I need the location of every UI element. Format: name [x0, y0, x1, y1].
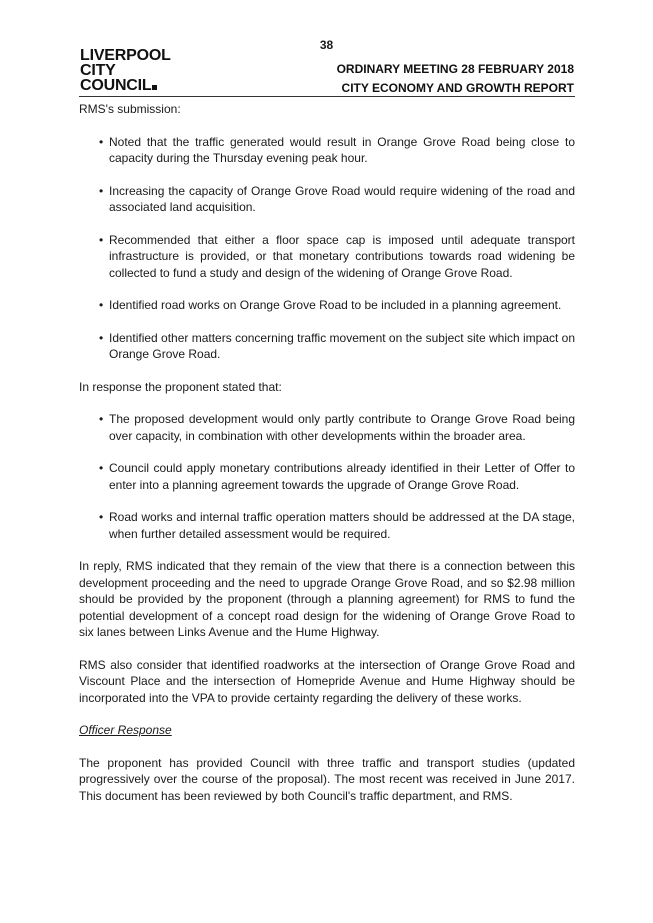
report-title: CITY ECONOMY AND GROWTH REPORT — [341, 81, 574, 95]
document-body — [79, 101, 575, 820]
list-item-text: Identified road works on Orange Grove Road to be included in a planning agreement. — [109, 298, 562, 312]
list-item — [79, 460, 575, 493]
rms-also-paragraph: RMS also consider that identified roadworks at the intersection of Orange Grove Road and Viscount Place and the intersection of Homepride Avenue and Hume Highway should be incorporated into the VPA to provide certainty regarding the delivery of these works. — [79, 657, 575, 705]
bullet-icon: • — [99, 232, 104, 247]
list-item — [79, 411, 575, 444]
list-item-text: Council could apply monetary contributions already identified in their Letter of Offer to enter into a planning agreement towards the upgrade of Orange Grove Road. — [109, 461, 575, 492]
page-number: 38 — [319, 38, 334, 52]
list-item — [79, 297, 575, 314]
list-item — [79, 134, 575, 167]
logo-line-3: COUNCIL — [80, 77, 152, 94]
bullet-icon: • — [99, 330, 104, 345]
list-item-text: Identified other matters concerning traffic movement on the subject site which impact on Orange Grove Road. — [109, 330, 576, 361]
bullet-icon: • — [99, 461, 104, 475]
logo-line-1: LIVERPOOL — [80, 47, 171, 64]
list-item-text: Road works and internal traffic operation matters should be addressed at the DA stage, when further detailed assessment would be required. — [109, 510, 575, 541]
list-item-text: Recommended that either a floor space cap is imposed until adequate transport infrastructure is provided, or that monetary contributions towards road widening be collected to fund a study and design of the widening of Orange Grove Road. — [109, 232, 575, 280]
logo-line-3-wrap — [80, 78, 190, 93]
proponent-response-intro: In response the proponent stated that: — [79, 379, 282, 394]
rms-points-list — [79, 134, 575, 363]
list-item — [79, 232, 575, 282]
officer-response-paragraph: The proponent has provided Council with three traffic and transport studies (updated progressively over the course of the proposal). The most recent was received in June 2017. This document has been reviewed by both Council's traffic department, and RMS. — [79, 755, 575, 803]
list-item-text: The proposed development would only partly contribute to Orange Grove Road being over capacity, in combination with other developments within the broader area. — [109, 412, 575, 443]
list-item-text: Noted that the traffic generated would result in Orange Grove Road being close to capacity during the Thursday evening peak hour. — [109, 134, 575, 165]
bullet-icon: • — [99, 134, 104, 149]
rms-reply-paragraph: In reply, RMS indicated that they remain of the view that there is a connection between this development proceeding and the need to upgrade Orange Grove Road, and so $2.98 million should be provided by the proponent (through a planning agreement) for RMS to fund the potential development of a concept road design for the widening of Orange Grove Road to six lanes between Links Avenue and the Hume Highway. — [79, 559, 575, 639]
bullet-icon: • — [99, 510, 104, 524]
list-item — [79, 183, 575, 216]
rms-submission-intro: RMS's submission: — [79, 102, 181, 116]
header-divider — [79, 96, 575, 97]
list-item — [79, 330, 575, 363]
meeting-title: ORDINARY MEETING 28 FEBRUARY 2018 — [336, 62, 574, 76]
logo-line-2: CITY — [80, 62, 116, 79]
officer-response-heading: Officer Response — [79, 723, 172, 737]
bullet-icon: • — [99, 183, 104, 198]
list-item-text: Increasing the capacity of Orange Grove Road would require widening of the road and associated land acquisition. — [109, 183, 575, 214]
list-item — [79, 509, 575, 542]
bullet-icon: • — [99, 412, 104, 426]
proponent-points-list — [79, 411, 575, 542]
logo-dot-icon — [152, 85, 157, 90]
council-logo — [80, 48, 190, 93]
bullet-icon: • — [99, 298, 104, 312]
